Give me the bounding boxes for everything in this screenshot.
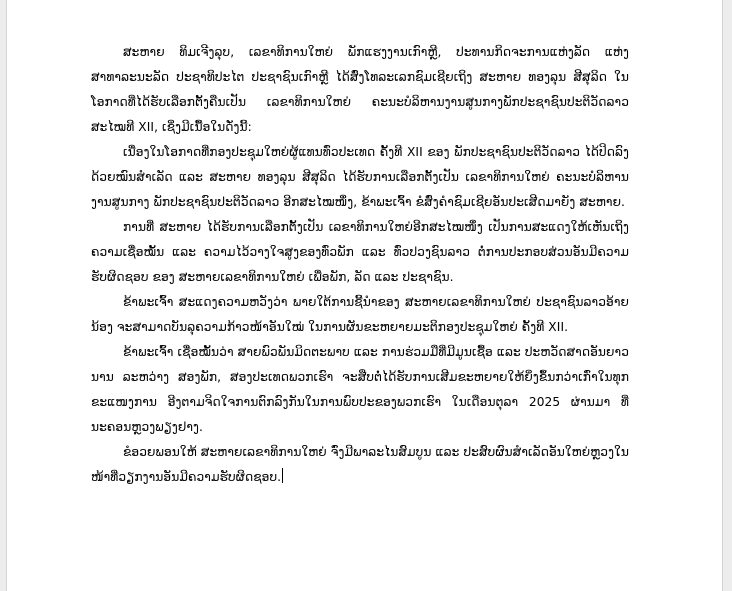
paragraph-intro: ສະຫາຍ ທິມເຈີງລຸບ, ເລຂາທິການໃຫຍ່ ພັກແຮງງານເກົາຫຼີ, ປະທານກິດຈະການແຫ່ງລັດ ແຫ່ງ ສາທາລະນະລັດ ປະຊາທິປະໄຕ ປະຊາຊົນເກົາຫຼີ ໄດ້ສົ່ງໂທລະເລກຊົມເຊີຍເຖິງ ສະຫາຍ ທອງລຸນ ສີສຸລິດ ໃນໂອກາດທີ່ໄດ້ຮັບເລືອກຕັ້ງຄືນເປັນ ເລຂາທິການໃຫຍ່ ຄະນະບໍລິຫານງານສູນກາງພັກປະຊາຊົນປະຕິວັດລາວ ສະໄໝທີ XII, ເຊິ່ງມີເນື້ອໃນດັ່ງນີ້: — [91, 45, 629, 134]
document-page[interactable] — [6, 0, 723, 591]
paragraph-hope: ຂ້າພະເຈົ້າ ສະແດງຄວາມຫວັງວ່າ ພາຍໃຕ້ການຊີ້ນໍາຂອງ ສະຫາຍເລຂາທິການໃຫຍ່ ປະຊາຊົນລາວອ້າຍນ້ອງ ຈະສາມາດບັນລຸຄວາມກ້າວໜ້າອັນໃໝ່ ໃນການຜັນຂະຫຍາຍມະຕິກອງປະຊຸມໃຫຍ່ ຄັ້ງທີ XII. — [91, 295, 629, 334]
paragraph-congratulations: ເນື່ອງໃນໂອກາດທີ່ກອງປະຊຸມໃຫຍ່ຜູ້ແທນທົ່ວປະເທດ ຄັ້ງທີ XII ຂອງ ພັກປະຊາຊົນປະຕິວັດລາວ ໄດ້ປິດລົງດ້ວຍໝົນສໍາເລັດ ແລະ ສະຫາຍ ທອງລຸນ ສີສຸລິດ ໄດ້ຮັບການເລືອກຕັ້ງເປັນ ເລຂາທິການໃຫຍ່ ຄະນະບໍລິຫານງານສູນກາງ ພັກປະຊາຊົນປະຕິວັດລາວ ອີກສະໄໝໜຶ່ງ, ຂ້າພະເຈົ້າ ຂໍສົ່ງຄໍາຊົມເຊີຍອັນປະເສີດມາຍັງ ສະຫາຍ. — [91, 145, 629, 209]
paragraph-friendship: ຂ້າພະເຈົ້າ ເຊື່ອໝັ້ນວ່າ ສາຍພົວພັນມິດຕະພາບ ແລະ ການຮ່ວມມືທີ່ມີມູນເຊື້ອ ແລະ ປະຫວັດສາດອັນຍາວນານ ລະຫວ່າງ ສອງພັກ, ສອງປະເທດພວກເຮົາ ຈະສືບຕໍ່ໄດ້ຮັບການເສີມຂະຫຍາຍໃຫ້ຍິ່ງຂຶ້ນກວ່າເກົ່າໃນທຸກຂະແໜງການ ອີງຕາມຈິດໃຈການຕົກລົງກັນໃນການພົບປະຂອງພວກເຮົາ ໃນເດືອນຕຸລາ 2025 ຜ່ານມາ ທີ່ ນະຄອນຫຼວງພຽງຢາງ. — [91, 345, 629, 434]
paragraph-closing — [91, 440, 629, 490]
paragraph-trust: ການທີ່ ສະຫາຍ ໄດ້ຮັບການເລືອກຕັ້ງເປັນ ເລຂາທິການໃຫຍ່ອີກສະໄໝໜຶ່ງ ເປັນການສະແດງໃຫ້ເຫັນເຖິງຄວາມເຊື່ອໝັ້ນ ແລະ ຄວາມໄວ້ວາງໃຈສູງຂອງທົ່ວພັກ ແລະ ທົ່ວປວງຊົນລາວ ຕໍ່ການປະກອບສ່ວນອັນມີຄວາມຮັບຜິດຊອບ ຂອງ ສະຫາຍເລຂາທິການໃຫຍ່ ເພື່ອພັກ, ລັດ ແລະ ປະຊາຊົນ. — [91, 220, 629, 284]
document-body[interactable] — [91, 40, 629, 490]
text-cursor — [282, 468, 283, 483]
paragraph-closing-text: ຂໍອວຍພອນໃຫ້ ສະຫາຍເລຂາທິການໃຫຍ່ ຈົ່ງມີພາລະໄນສົມບູນ ແລະ ປະສົບຜົນສໍາເລັດອັນໃຫຍ່ຫຼວງໃນໜ້າທີ່ວຽກງານອັນມີຄວາມຮັບຜິດຊອບ. — [91, 445, 629, 484]
